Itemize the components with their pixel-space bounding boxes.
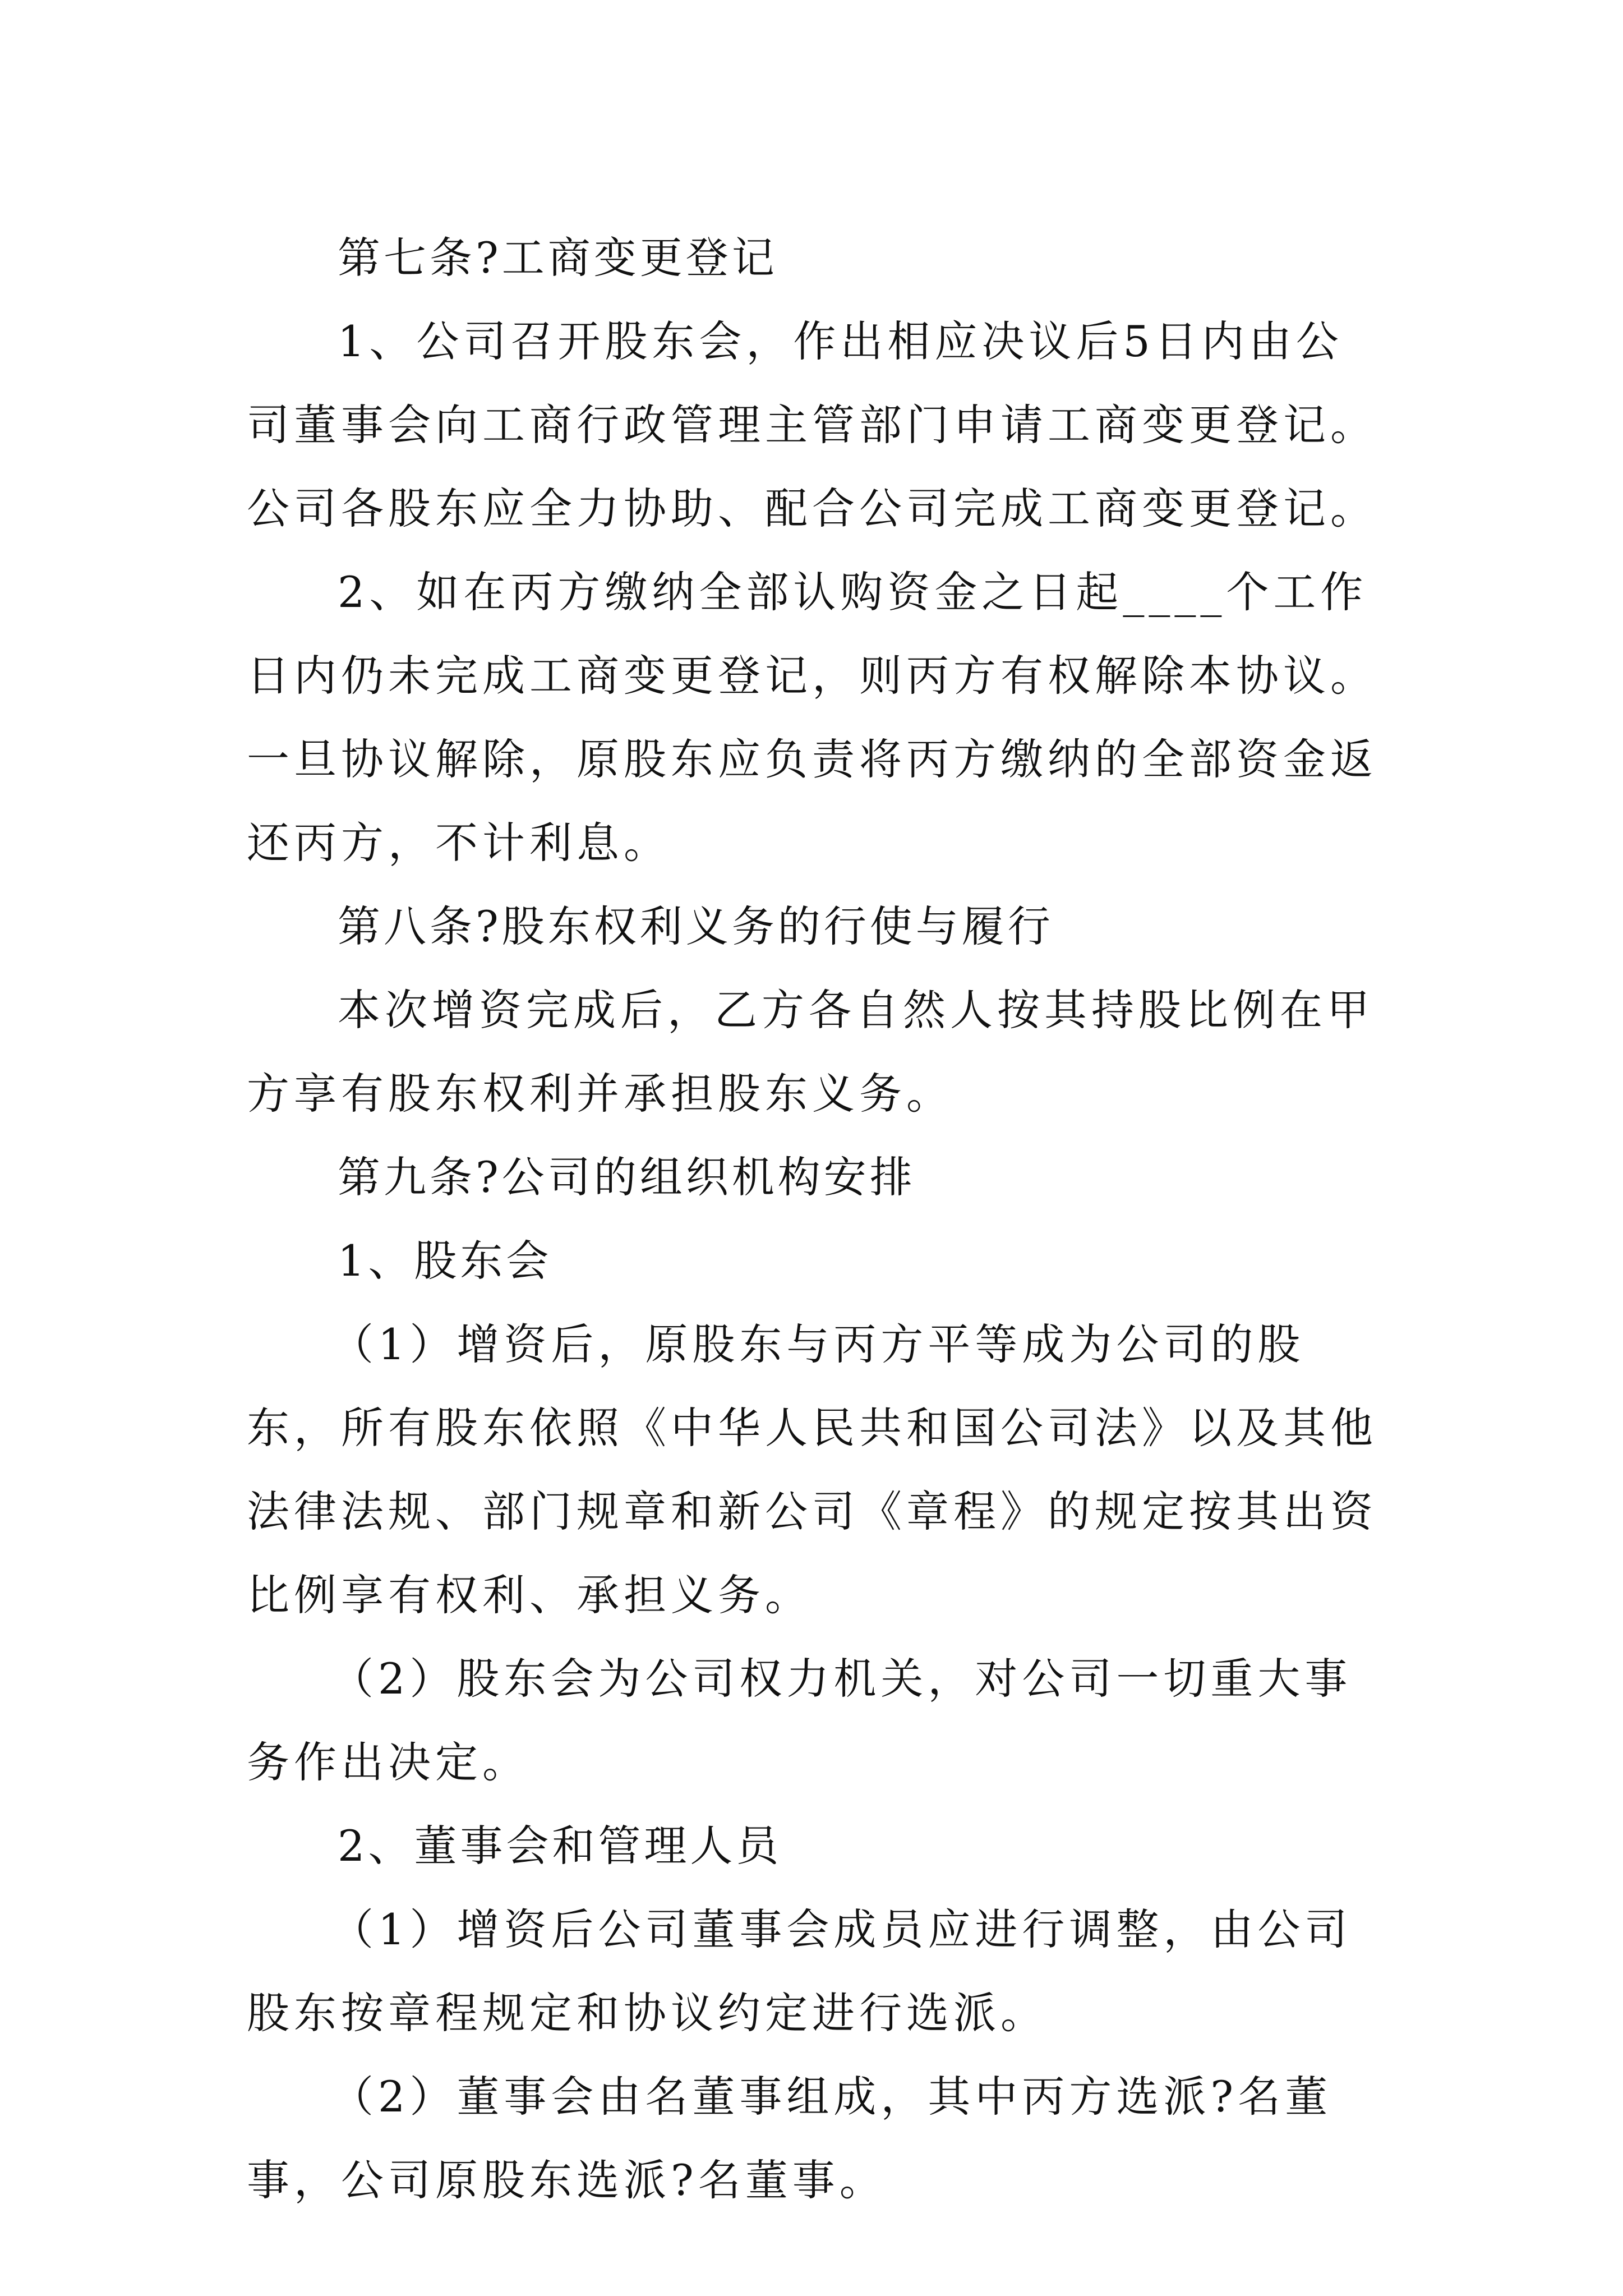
article-8-body: 本次增资完成后，乙方各自然人按其持股比例在甲方享有股东权利并承担股东义务。 (247, 985, 1374, 1119)
document-body (247, 216, 1385, 2222)
article-7-clause-2: 2、如在丙方缴纳全部认购资金之日起____个工作日内仍未完成工商变更登记，则丙方有权解除本协议。一旦协议解除，原股东应负责将丙方缴纳的全部资金返还丙方，不计利息。 (247, 567, 1377, 868)
article-9-section-1-title: 1、股东会 (338, 1236, 552, 1286)
article-9-section-2-item-1: （1）增资后公司董事会成员应进行调整，由公司股东按章程规定和协议约定进行选派。 (247, 1904, 1352, 2038)
article-7-heading: 第七条?工商变更登记 (338, 233, 778, 283)
article-9-section-1-item-2: （2）股东会为公司权力机关，对公司一切重大事务作出决定。 (247, 1654, 1352, 1787)
article-9-section-2-item-2: （2）董事会由名董事组成，其中丙方选派?名董事，公司原股东选派?名董事。 (247, 2072, 1332, 2205)
article-8-heading: 第八条?股东权利义务的行使与履行 (338, 901, 1054, 951)
article-9-section-1-item-1: （1）增资后，原股东与丙方平等成为公司的股东，所有股东依照《中华人民共和国公司法》以及其他法律法规、部门规章和新公司《章程》的规定按其出资比例享有权利、承担义务。 (247, 1319, 1377, 1620)
article-9-section-2-title: 2、董事会和管理人员 (338, 1821, 782, 1871)
article-7-clause-1: 1、公司召开股东会，作出相应决议后5日内由公司董事会向工商行政管理主管部门申请工商变更登记。公司各股东应全力协助、配合公司完成工商变更登记。 (247, 316, 1377, 533)
article-9-heading: 第九条?公司的组织机构安排 (338, 1152, 916, 1202)
